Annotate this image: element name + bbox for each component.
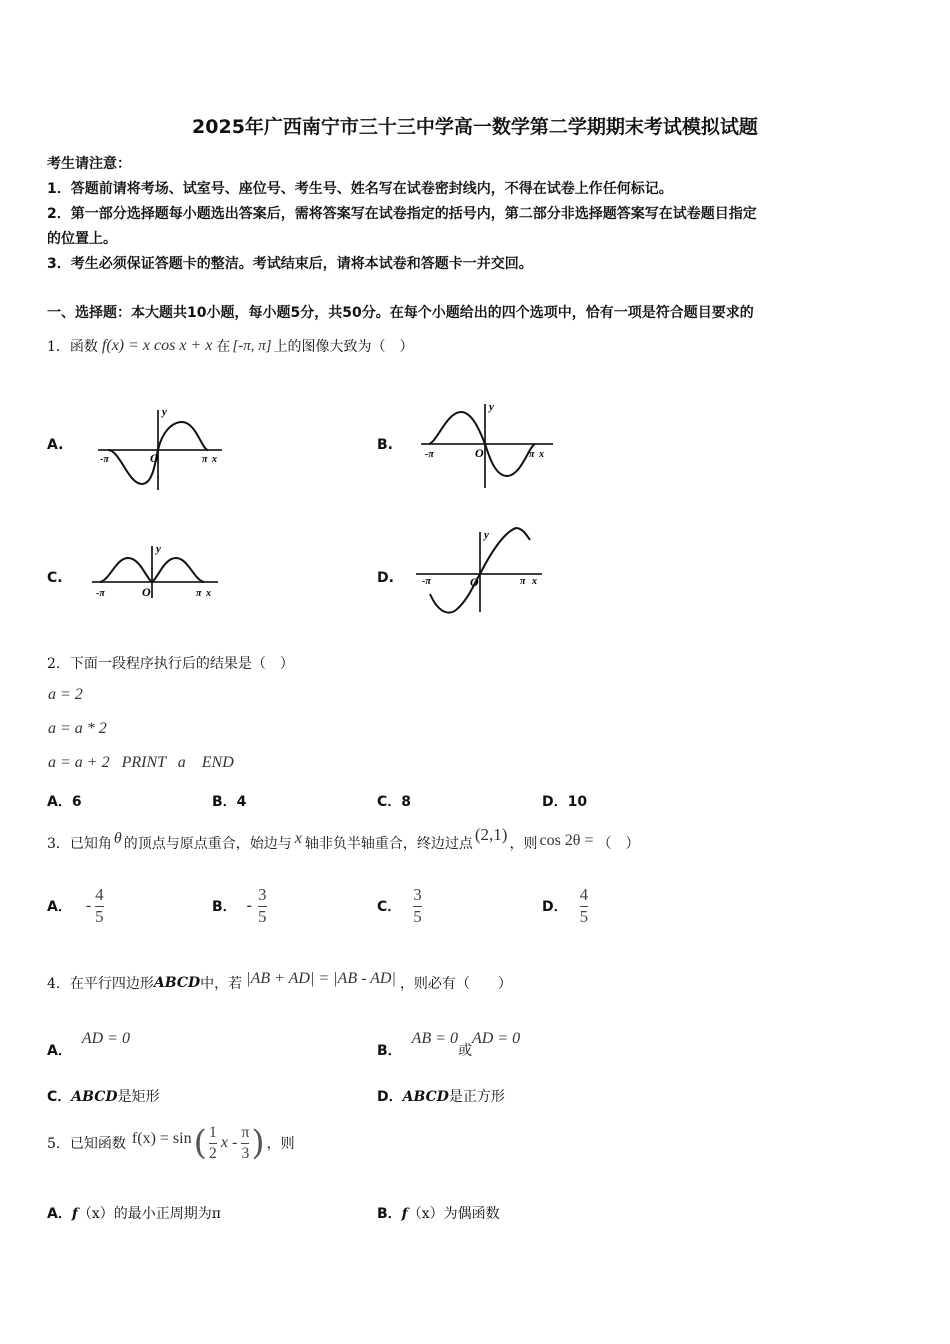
q2-option-c-label: C．: [377, 794, 402, 810]
q3-option-d-label: D．: [542, 899, 568, 915]
axis-y-label: y: [156, 543, 161, 555]
axis-x-label: x: [539, 449, 544, 460]
q2-option-a-value: 6: [71, 794, 82, 810]
q5-left-paren: (: [193, 1123, 207, 1163]
q5-half-fraction: [209, 1124, 217, 1162]
question-5-stem: [47, 1118, 295, 1168]
question-3-stem: [47, 826, 639, 860]
q1-tail: 上的图像大致为（ ）: [273, 339, 414, 355]
q3-option-b-numerator: 3: [258, 884, 267, 904]
q4-option-b-or: 或: [458, 1043, 473, 1059]
q2-code-line-3: a = a + 2 PRINT a END: [48, 754, 234, 771]
q3-option-a-numerator: 4: [95, 884, 104, 904]
q3-option-c-numerator: 3: [413, 884, 422, 904]
q5-option-b-text: 为偶函数: [443, 1206, 500, 1222]
q5-part-2: ，则: [266, 1136, 295, 1152]
axis-x-label: x: [212, 454, 217, 465]
q4-part-3: ，则必有（ ）: [399, 976, 512, 992]
q2-option-b-label: B．: [212, 794, 237, 810]
question-1-stem: [47, 332, 414, 360]
q5-pi-numerator: π: [241, 1123, 250, 1141]
notice-item-3: 3．考生必须保证答题卡的整洁。考试结束后，请将本试卷和答题卡一并交回。: [47, 256, 533, 272]
q3-option-b-fraction: [258, 886, 267, 926]
axis-neg-pi-label: -π: [425, 449, 434, 460]
q3-option-a-fraction: [95, 886, 104, 926]
q5-option-a: [47, 1203, 221, 1223]
q3-option-c-denominator: 5: [413, 906, 422, 926]
q1-formula: f(x) = x cos x + x: [101, 337, 213, 354]
q3-option-d: [542, 882, 588, 930]
q4-option-b: [377, 1030, 520, 1060]
q3-option-b-label: B．: [212, 899, 237, 915]
q3-part-1: 3．已知角: [47, 836, 112, 852]
q3-option-c-fraction: [413, 886, 422, 926]
axis-y-label: y: [489, 401, 494, 413]
q2-option-a-label: A．: [47, 794, 72, 810]
q4-option-d: [377, 1086, 505, 1106]
q3-option-b: [212, 882, 267, 930]
q4-option-b-formula-1: AB = 0: [411, 1030, 459, 1047]
q2-option-b-value: 4: [236, 794, 247, 810]
q2-option-b: [212, 791, 246, 811]
q3-part-2: 的顶点与原点重合，始边与: [123, 836, 292, 852]
notice-heading: 考生请注意：: [47, 156, 131, 172]
q5-pi-fraction: [241, 1124, 249, 1162]
q4-abcd: ABCD: [153, 975, 201, 991]
axis-y-label: y: [484, 529, 489, 541]
axis-pi-label: π: [196, 588, 202, 599]
section-heading: 一、选择题：本大题共10小题，每小题5分，共50分。在每个小题给出的四个选项中，恰有一项是符合题目要求的: [47, 305, 754, 321]
q4-option-b-label: B．: [377, 1043, 402, 1059]
q5-option-a-f: f: [71, 1206, 78, 1222]
q4-option-c: [47, 1086, 160, 1106]
q1-interval: [-π, π]: [232, 337, 272, 354]
q3-option-d-denominator: 5: [579, 906, 589, 926]
q3-part-5: （ ）: [597, 836, 640, 852]
q1-number: 1．函数: [47, 339, 98, 355]
q5-half-numerator: 1: [208, 1123, 217, 1141]
axis-pi-label: π: [202, 454, 208, 465]
q2-option-a: [47, 791, 82, 811]
q4-option-a-label: A．: [47, 1043, 72, 1059]
q4-option-d-label: D．: [377, 1089, 403, 1105]
q3-theta: θ: [113, 830, 122, 847]
q3-x: x: [294, 830, 302, 847]
q1-graph-c: [88, 540, 228, 602]
q1-mid: 在: [216, 339, 231, 355]
q3-option-b-sign: -: [246, 897, 252, 914]
q1-graph-b: [415, 400, 560, 492]
q3-option-a-label: A．: [47, 899, 72, 915]
q2-option-d: [542, 791, 587, 811]
q4-option-d-text: 是正方形: [448, 1089, 505, 1105]
q4-option-b-formula-2: AD = 0: [472, 1030, 521, 1047]
q1-option-b-label: B.: [377, 437, 393, 453]
q3-point: (2,1): [474, 825, 508, 844]
axis-neg-pi-label: -π: [96, 588, 105, 599]
q2-option-d-value: 10: [567, 794, 588, 810]
axis-neg-pi-label: -π: [422, 576, 431, 587]
axis-pi-label: π: [520, 576, 526, 587]
q2-option-c: [377, 791, 411, 811]
q3-option-c-label: C．: [377, 899, 402, 915]
q5-option-a-label: A．: [47, 1206, 72, 1222]
q1-option-d-label: D.: [377, 570, 394, 586]
page-title: 2025年广西南宁市三十三中学高一数学第二学期期末考试模拟试题: [192, 116, 758, 138]
q3-option-d-fraction: [580, 886, 589, 926]
q2-option-d-label: D．: [542, 794, 568, 810]
q5-lhs: f(x) = sin: [131, 1130, 192, 1147]
axis-origin-label: O: [470, 575, 479, 589]
question-4-stem: [47, 966, 512, 1000]
axis-pi-label: π: [529, 449, 535, 460]
q3-part-4: ，则: [509, 836, 538, 852]
q3-option-a-sign: -: [85, 897, 92, 914]
q1-option-c-label: C.: [47, 570, 63, 586]
q4-option-c-text: 是矩形: [117, 1089, 160, 1105]
axis-y-label: y: [162, 406, 167, 418]
q3-option-b-denominator: 5: [258, 906, 267, 926]
q5-option-a-x: （x）: [77, 1206, 114, 1222]
q5-option-b: [377, 1203, 500, 1223]
q1-option-a-label: A.: [47, 437, 64, 453]
q1-graph-d: [412, 524, 552, 624]
axis-x-label: x: [206, 588, 211, 599]
notice-item-1: 1．答题前请将考场、试室号、座位号、考生号、姓名写在试卷密封线内，不得在试卷上作任何标记。: [47, 181, 673, 197]
q3-expression: cos 2θ =: [539, 832, 594, 849]
axis-x-label: x: [532, 576, 537, 587]
q4-formula: |AB + AD| = |AB - AD|: [246, 970, 396, 987]
notice-item-2: 2．第一部分选择题每小题选出答案后，需将答案写在试卷指定的括号内，第二部分非选择题答案写在试卷题目指定: [47, 206, 757, 222]
axis-origin-label: O: [142, 585, 151, 599]
q5-right-paren: ): [251, 1123, 265, 1163]
q4-option-d-abcd: ABCD: [402, 1089, 449, 1105]
q3-option-a: [47, 882, 104, 930]
axis-neg-pi-label: -π: [100, 454, 109, 465]
q3-option-a-denominator: 5: [95, 906, 104, 926]
q3-option-d-numerator: 4: [579, 884, 589, 904]
axis-origin-label: O: [475, 446, 484, 460]
q2-code-line-1: a = 2: [48, 686, 83, 703]
q5-x-minus: x -: [220, 1134, 238, 1151]
q5-option-b-x: （x）: [407, 1206, 444, 1222]
notice-item-2-cont: 的位置上。: [47, 231, 117, 247]
q4-part-1: 4．在平行四边形: [47, 976, 154, 992]
q5-option-b-f: f: [401, 1206, 408, 1222]
q4-option-a-formula: AD = 0: [81, 1030, 130, 1047]
q5-pi-denominator: 3: [241, 1144, 250, 1162]
q2-option-c-value: 8: [401, 794, 412, 810]
q5-option-b-label: B．: [377, 1206, 402, 1222]
q5-option-a-text: 的最小正周期为π: [113, 1206, 221, 1222]
q5-half-denominator: 2: [208, 1144, 217, 1162]
q3-option-c: [377, 882, 422, 930]
axis-origin-label: O: [150, 451, 159, 465]
q4-option-a: [47, 1030, 130, 1060]
q4-option-c-label: C．: [47, 1089, 72, 1105]
q4-option-c-abcd: ABCD: [71, 1089, 118, 1105]
q1-graph-a: [90, 402, 230, 492]
q2-code-line-2: a = a * 2: [48, 720, 107, 737]
q5-part-1: 5．已知函数: [47, 1136, 126, 1152]
q4-part-2: 中，若: [200, 976, 243, 992]
question-2-stem: 2．下面一段程序执行后的结果是（ ）: [47, 656, 294, 672]
q3-part-3: 轴非负半轴重合，终边过点: [304, 836, 473, 852]
